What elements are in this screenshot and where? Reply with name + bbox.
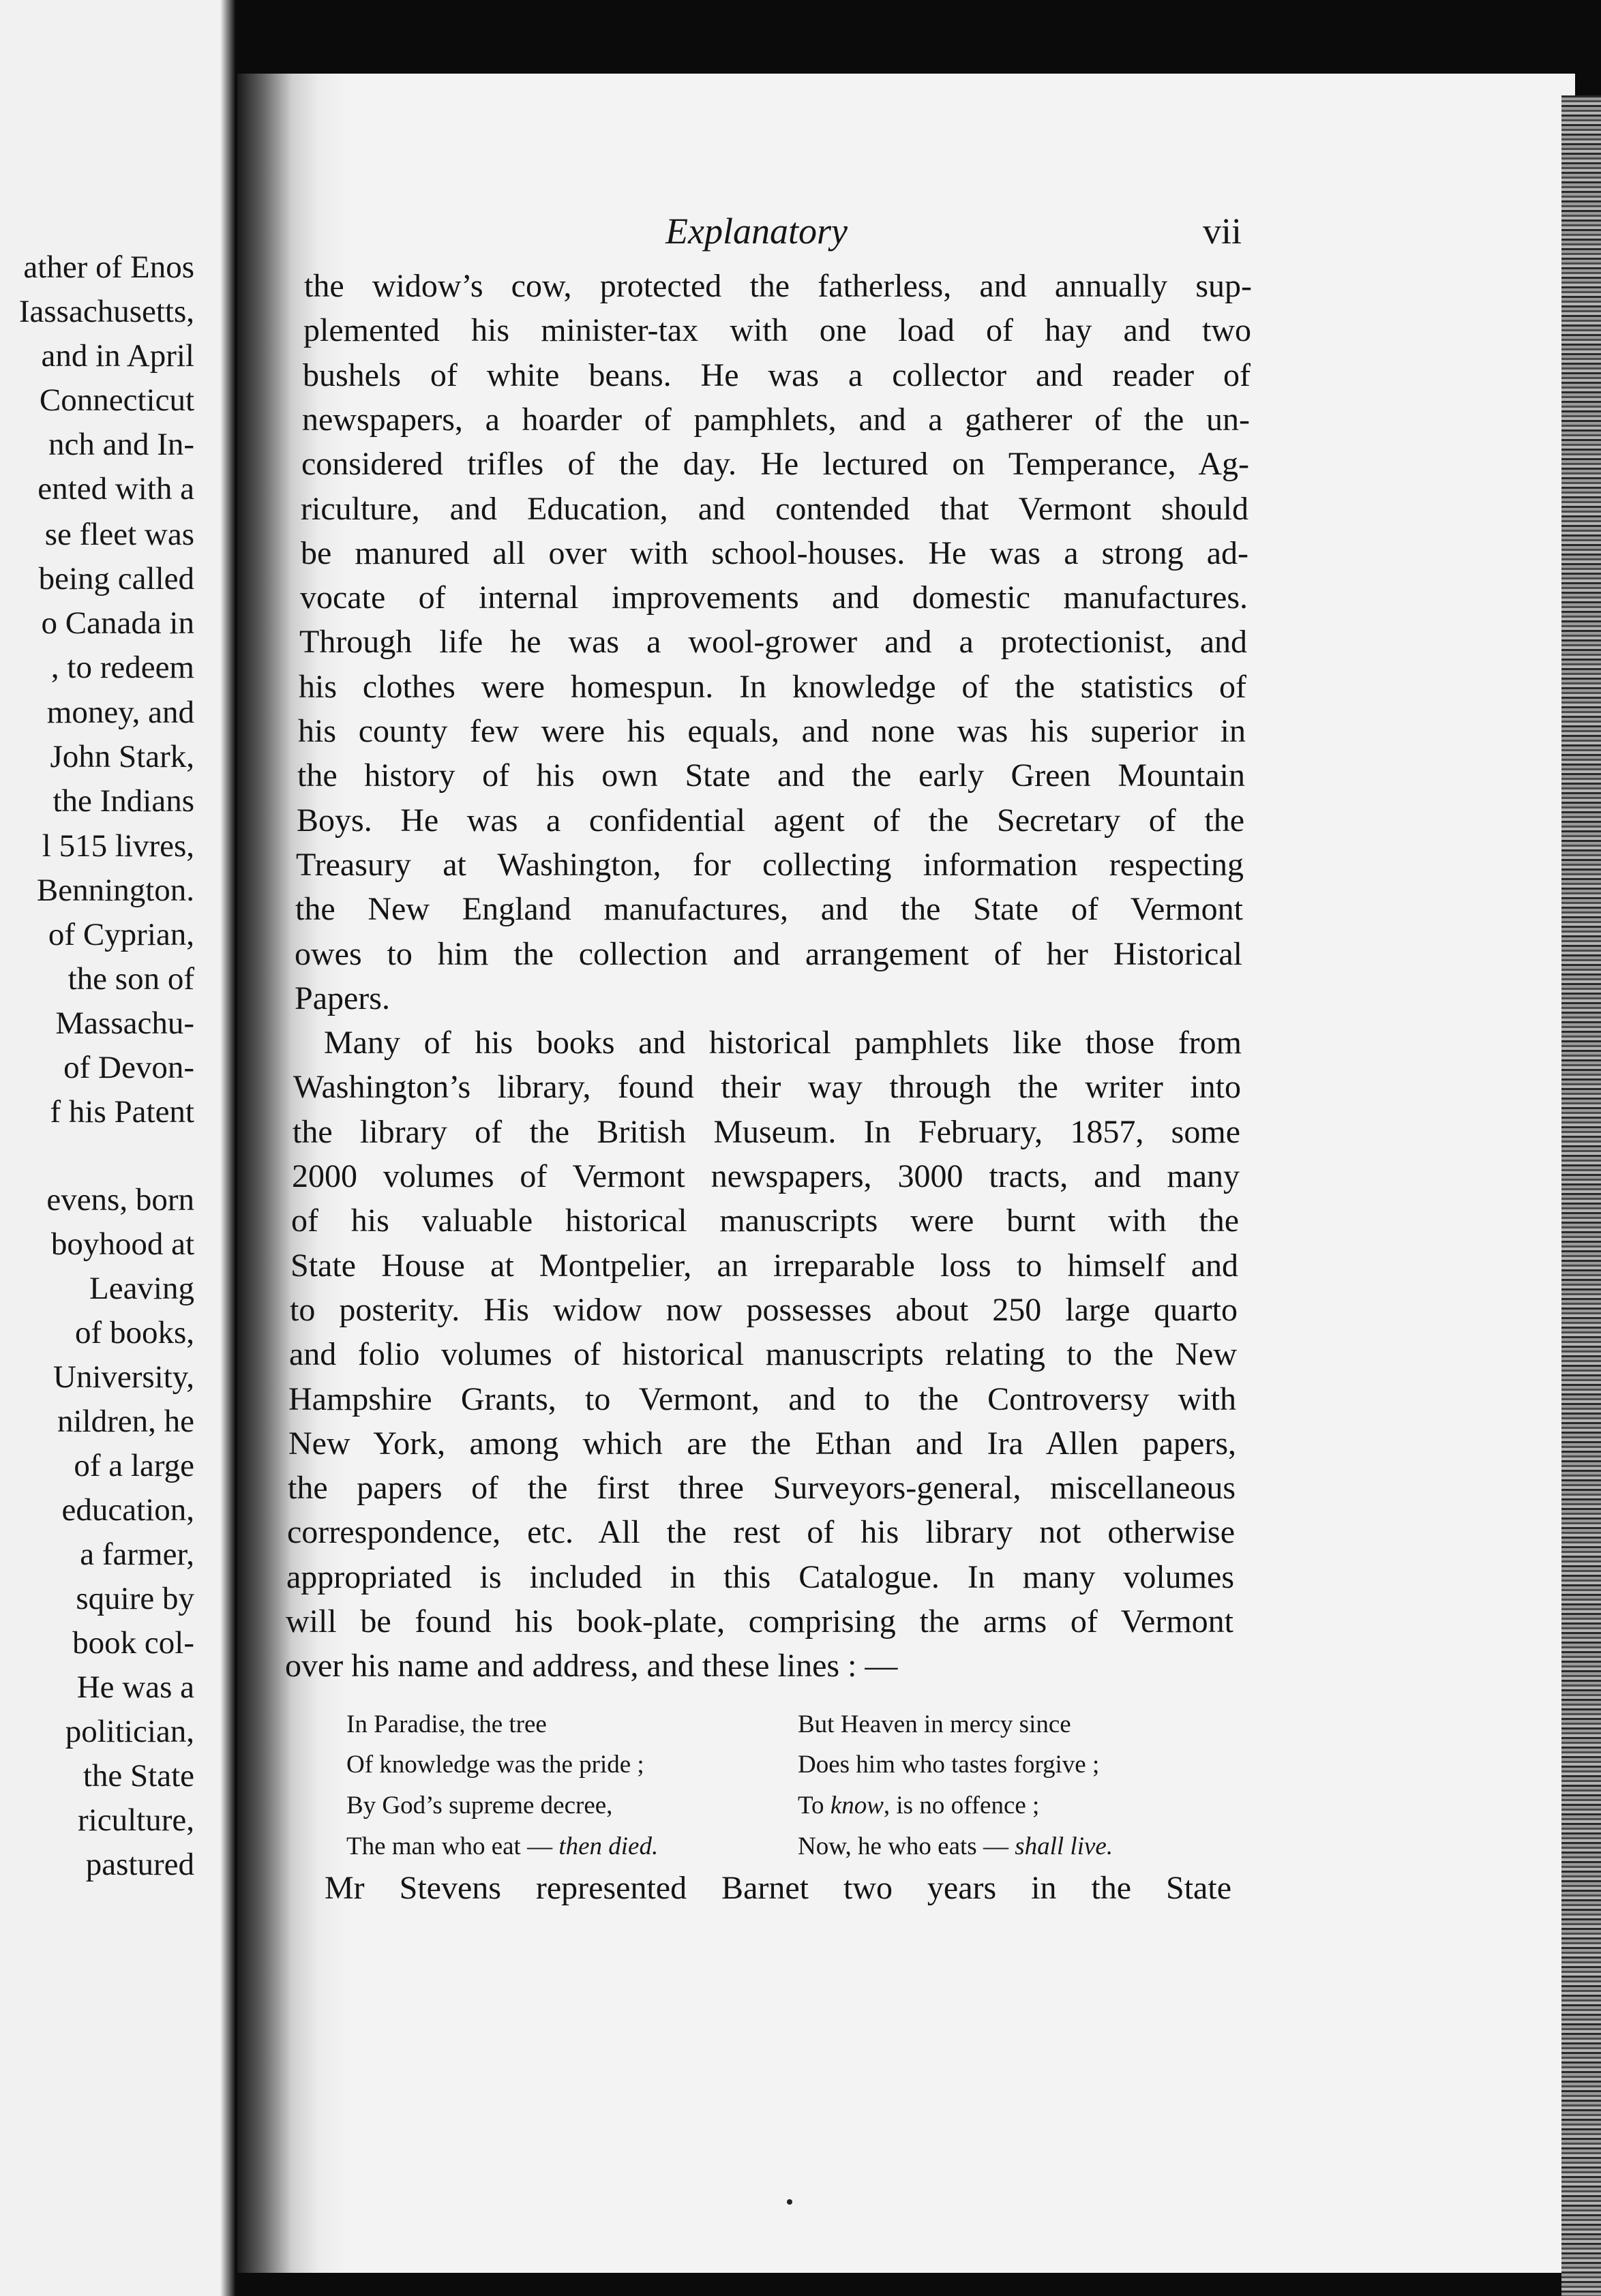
body-text-line: newspapers, a hoarder of pamphlets, and a gatherer of the un- — [302, 401, 1250, 438]
page-number: vii — [1203, 211, 1242, 252]
body-text-line: the New England manufactures, and the State of Vermont — [295, 891, 1243, 928]
body-text-line: Through life he was a wool-grower and a protectionist, and — [299, 624, 1247, 661]
verse-text: , is no offence ; — [883, 1792, 1040, 1819]
left-page-text-fragment: education, — [61, 1492, 194, 1528]
left-page-text-fragment: ather of Enos — [23, 250, 194, 285]
verse-text: The man who eat — — [346, 1832, 559, 1860]
body-text-line: New York, among which are the Ethan and Ira Allen papers, — [288, 1425, 1236, 1462]
left-page-text-fragment: , to redeem — [50, 650, 194, 685]
verse-line: In Paradise, the tree — [346, 1710, 547, 1738]
left-page-text-fragment: the State — [83, 1758, 194, 1794]
body-text-line: his clothes were homespun. In knowledge of the statistics of — [299, 668, 1246, 705]
verse-italic-text: know — [830, 1792, 884, 1819]
left-page-text-fragment: Bennington. — [36, 873, 194, 908]
body-text-line: will be found his book-plate, comprising the arms of Vermont — [286, 1603, 1233, 1640]
left-page-text-fragment: l 515 livres, — [42, 828, 194, 864]
left-page-text-fragment: boyhood at — [50, 1226, 194, 1262]
body-text-line: Papers. — [295, 980, 390, 1016]
body-text-line: State House at Montpelier, an irreparable loss to himself and — [290, 1247, 1238, 1284]
body-text-line: vocate of internal improvements and domestic manufactures. — [300, 579, 1248, 616]
body-text-line: bushels of white beans. He was a collector and reader of — [303, 357, 1251, 393]
page-gutter-shadow — [220, 0, 235, 2296]
body-text-line: plemented his minister-tax with one load of hay and two — [303, 312, 1251, 349]
verse-italic-text: then died. — [558, 1832, 659, 1860]
body-text-line: 2000 volumes of Vermont newspapers, 3000 tracts, and many — [292, 1158, 1240, 1194]
body-text-line: be manured all over with school-houses. He was a strong ad- — [301, 534, 1248, 571]
closing-line: Mr Stevens represented Barnet two years in the State — [325, 1870, 1231, 1906]
body-text-line: the papers of the first three Surveyors-general, miscellaneous — [288, 1470, 1236, 1507]
body-text-line: considered trifles of the day. He lectured on Temperance, Ag- — [301, 446, 1249, 483]
verse-italic-text: shall live. — [1015, 1832, 1113, 1860]
left-page-text-fragment: riculture, — [78, 1802, 194, 1838]
left-page-text-fragment: politician, — [65, 1714, 194, 1749]
body-text-line: riculture, and Education, and contended that Vermont should — [301, 490, 1248, 527]
left-page-text-fragment: of books, — [75, 1315, 194, 1350]
left-page-text-fragment: book col- — [72, 1625, 194, 1661]
body-text-line: the history of his own State and the early Green Mountain — [297, 757, 1245, 794]
verse-line — [798, 1832, 1113, 1861]
body-text-line: and folio volumes of historical manuscripts relating to the New — [289, 1336, 1237, 1373]
left-page-text-fragment: se fleet was — [44, 517, 194, 552]
body-text-line: Many of his books and historical pamphlets like those from — [324, 1025, 1242, 1061]
left-page-text-fragment: the son of — [68, 961, 194, 997]
left-page-text-fragment: being called — [38, 561, 194, 596]
left-page-text-fragment: squire by — [76, 1581, 194, 1616]
left-page-text-fragment: nch and In- — [48, 427, 194, 462]
body-text-line: owes to him the collection and arrangement of her Historical — [295, 935, 1242, 972]
left-page-text-fragment: ented with a — [38, 471, 194, 507]
left-page-text-fragment: o Canada in — [41, 605, 194, 641]
body-text-line: correspondence, etc. All the rest of his library not otherwise — [287, 1514, 1235, 1551]
body-text-line: his county few were his equals, and none was his superior in — [298, 713, 1246, 749]
body-text-line: the library of the British Museum. In February, 1857, some — [293, 1113, 1240, 1150]
verse-text: Now, he who eats — — [798, 1832, 1015, 1860]
verse-line — [798, 1791, 1039, 1820]
left-page-text-fragment: University, — [53, 1359, 194, 1395]
left-page-text-fragment: f his Patent — [50, 1094, 194, 1130]
body-text-line: appropriated is included in this Catalogue. In many volumes — [286, 1558, 1234, 1595]
left-page-text-fragment: Iassachusetts, — [18, 294, 194, 329]
verse-text: To — [798, 1792, 831, 1819]
left-page-text-fragment: money, and — [46, 695, 194, 730]
verse-line — [346, 1832, 658, 1861]
verse-line: Of knowledge was the pride ; — [346, 1751, 644, 1779]
left-page-text-fragment: pastured — [85, 1847, 194, 1882]
left-page-text-fragment: Connecticut — [39, 382, 194, 418]
left-page-text-fragment: Massachu- — [55, 1006, 194, 1041]
body-text-line: to posterity. His widow now possesses about 250 large quarto — [290, 1291, 1238, 1328]
body-text-line: Boys. He was a confidential agent of the Secretary of the — [297, 802, 1244, 839]
body-text-line: of his valuable historical manuscripts were burnt with the — [291, 1203, 1239, 1239]
body-text-line: Treasury at Washington, for collecting information respecting — [296, 846, 1244, 883]
body-text-line: Hampshire Grants, to Vermont, and to the Controversy with — [288, 1380, 1236, 1417]
left-page-text-fragment: Leaving — [89, 1271, 194, 1306]
body-text-line: over his name and address, and these lines : — — [285, 1648, 898, 1685]
running-header-title: Explanatory — [665, 211, 848, 252]
page-edge — [1561, 95, 1601, 2296]
verse-line: Does him who tastes forgive ; — [798, 1751, 1100, 1779]
left-page-text-fragment: He was a — [76, 1670, 194, 1705]
left-page-text-fragment: of Devon- — [63, 1050, 194, 1085]
left-page-text-fragment: of Cyprian, — [48, 917, 194, 952]
left-page-text-fragment: John Stark, — [50, 739, 194, 774]
left-page-text-fragment: of a large — [74, 1448, 194, 1483]
verse-line: But Heaven in mercy since — [798, 1710, 1071, 1738]
body-text-line: the widow’s cow, protected the fatherless, and annually sup- — [304, 268, 1252, 304]
left-page-text-fragment: a farmer, — [80, 1537, 194, 1572]
left-page-text-fragment: nildren, he — [57, 1404, 194, 1439]
page-speck — [787, 2199, 792, 2205]
left-page-text-fragment: and in April — [41, 338, 194, 374]
body-text-line: Washington’s library, found their way through the writer into — [293, 1069, 1241, 1106]
left-page — [0, 0, 235, 2296]
left-page-text-fragment: evens, born — [46, 1182, 194, 1218]
left-page-text-fragment: the Indians — [53, 783, 194, 819]
verse-line: By God’s supreme decree, — [346, 1792, 613, 1819]
